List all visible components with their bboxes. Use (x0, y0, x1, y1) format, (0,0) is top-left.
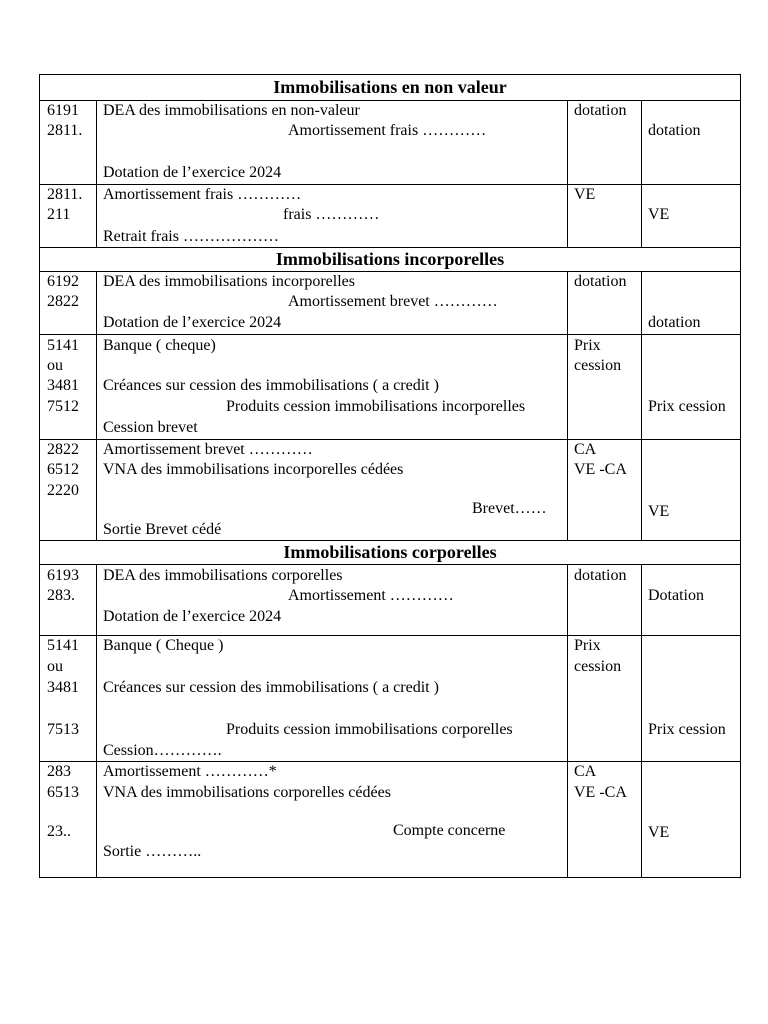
entry-label: Cession brevet (103, 419, 198, 436)
account-number: 6193 (47, 567, 79, 584)
entry-label: Produits cession immobilisations incorporelles (226, 398, 526, 415)
account-number: 5141 (47, 337, 79, 354)
entry-label: frais ………… (283, 206, 380, 223)
account-number: ou (47, 658, 63, 675)
debit-amount: VE -CA (574, 784, 627, 801)
entry-label: Amortissement brevet ………… (103, 441, 313, 458)
entry-label: VNA des immobilisations incorporelles cédées (103, 461, 404, 478)
debit-amount: Prix (574, 637, 601, 654)
account-number: 2811. (47, 122, 83, 139)
journal-entry-row (40, 335, 740, 440)
debit-amount: dotation (574, 273, 627, 290)
debit-amount: Prix (574, 337, 601, 354)
account-number: 2811. (47, 186, 83, 203)
journal-entry-row (40, 101, 740, 185)
account-number: 211 (47, 206, 71, 223)
debit-amount: VE (574, 186, 596, 203)
account-number: 2220 (47, 482, 79, 499)
entry-label: VNA des immobilisations corporelles cédées (103, 784, 391, 801)
journal-entry-row (40, 565, 740, 636)
entry-label: Amortissement frais ………… (103, 186, 302, 203)
entry-label: Dotation de l’exercice 2024 (103, 314, 282, 331)
entry-label: Amortissement ………… (288, 587, 454, 604)
account-number: 7513 (47, 721, 79, 738)
journal-table (39, 74, 741, 878)
account-number: 2822 (47, 293, 79, 310)
entry-label: Cession…………. (103, 742, 222, 759)
entry-label: Amortissement brevet ………… (288, 293, 498, 310)
account-number: 283 (47, 763, 71, 780)
section-header-incorporelles (40, 248, 740, 272)
account-number: 5141 (47, 637, 79, 654)
journal-entry-row (40, 272, 740, 335)
entry-label: Brevet…… (472, 500, 547, 517)
entry-label: Sortie Brevet cédé (103, 521, 222, 538)
entry-label: Créances sur cession des immobilisations ( a credit ) (103, 377, 439, 394)
account-number: 6191 (47, 102, 79, 119)
entry-label: Dotation de l’exercice 2024 (103, 164, 282, 181)
journal-entry-row (40, 636, 740, 762)
debit-amount: CA (574, 441, 597, 458)
debit-amount: dotation (574, 567, 627, 584)
entry-label: DEA des immobilisations incorporelles (103, 273, 355, 290)
account-number: ou (47, 357, 63, 374)
account-number: 23.. (47, 823, 71, 840)
section-title: Immobilisations en non valeur (273, 77, 507, 97)
debit-amount: VE -CA (574, 461, 627, 478)
entry-label: Compte concerne (393, 822, 506, 839)
entry-label: Sortie ……….. (103, 843, 202, 860)
entry-label: Amortissement frais ………… (288, 122, 487, 139)
credit-amount: VE (648, 503, 670, 520)
section-header-non-valeur (40, 75, 740, 101)
section-title: Immobilisations incorporelles (275, 249, 505, 269)
journal-entry-row (40, 185, 740, 248)
credit-amount: Prix cession (648, 721, 726, 738)
entry-label: Produits cession immobilisations corporelles (226, 721, 513, 738)
account-number: 3481 (47, 377, 79, 394)
credit-amount: dotation (648, 122, 701, 139)
account-number: 6513 (47, 784, 79, 801)
entry-label: Banque ( Cheque ) (103, 637, 224, 654)
account-number: 6512 (47, 461, 79, 478)
entry-label: Banque ( cheque) (103, 337, 216, 354)
account-number: 2822 (47, 441, 79, 458)
section-header-corporelles (40, 541, 740, 565)
entry-label: DEA des immobilisations corporelles (103, 567, 343, 584)
debit-amount: CA (574, 763, 597, 780)
account-number: 6192 (47, 273, 79, 290)
account-number: 7512 (47, 398, 79, 415)
credit-amount: VE (648, 824, 670, 841)
entry-label: Retrait frais ……………… (103, 228, 279, 245)
journal-entry-row (40, 762, 740, 877)
entry-label: Dotation de l’exercice 2024 (103, 608, 282, 625)
credit-amount: dotation (648, 314, 701, 331)
section-title: Immobilisations corporelles (283, 542, 497, 562)
debit-amount: dotation (574, 102, 627, 119)
credit-amount: Dotation (648, 587, 704, 604)
debit-amount: cession (574, 357, 622, 374)
journal-entry-row (40, 440, 740, 541)
entry-label: DEA des immobilisations en non-valeur (103, 102, 360, 119)
credit-amount: Prix cession (648, 398, 726, 415)
credit-amount: VE (648, 206, 670, 223)
entry-label: Amortissement …………* (103, 763, 277, 780)
entry-label: Créances sur cession des immobilisations ( a credit ) (103, 679, 439, 696)
debit-amount: cession (574, 658, 622, 675)
account-number: 3481 (47, 679, 79, 696)
account-number: 283. (47, 587, 75, 604)
